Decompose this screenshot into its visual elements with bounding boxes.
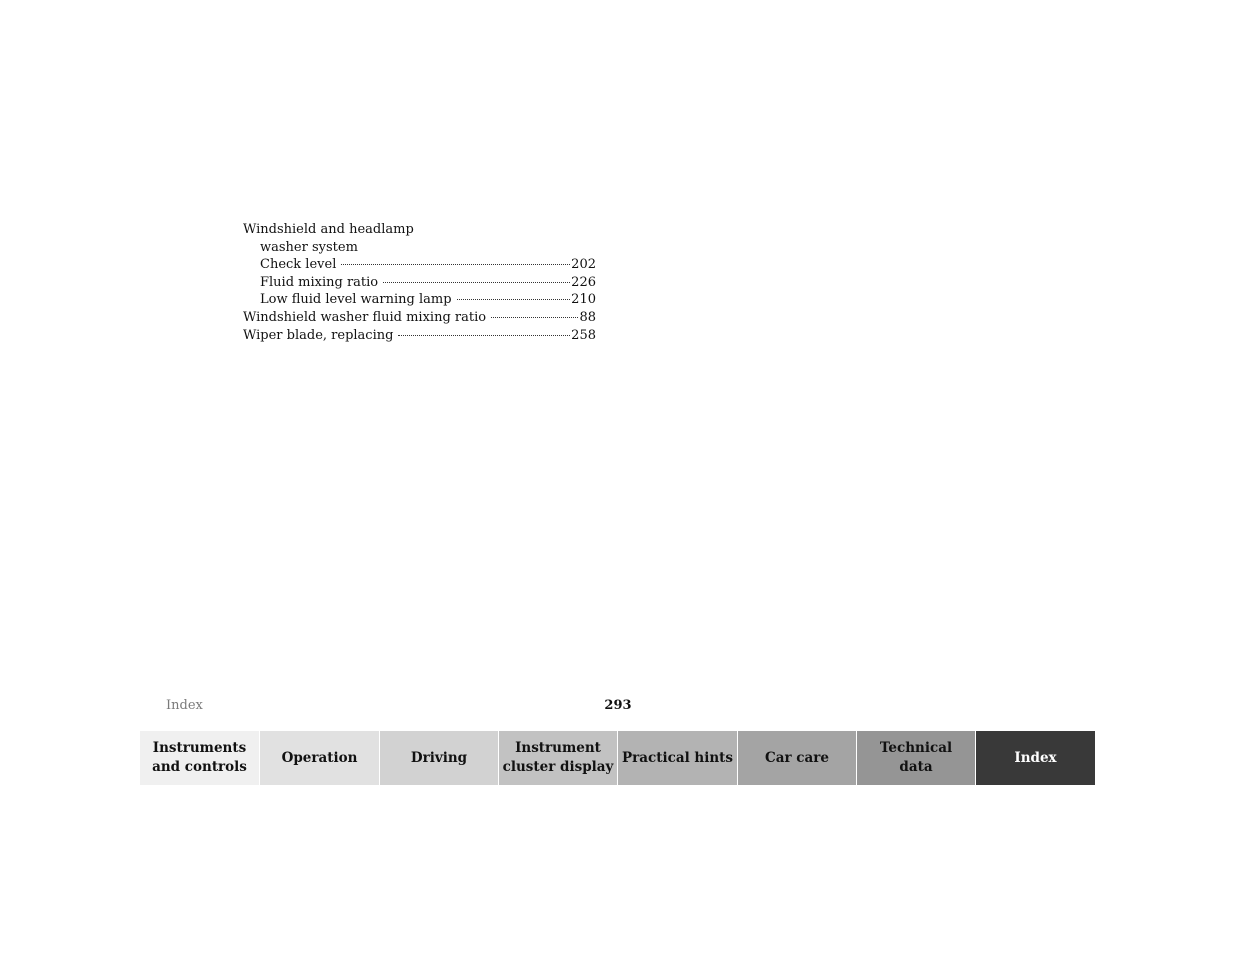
index-term: Check level (260, 257, 337, 273)
index-entry[interactable] (243, 291, 596, 309)
tab-driving[interactable]: Driving (380, 731, 499, 785)
dot-leader (383, 282, 570, 283)
dot-leader (491, 317, 578, 318)
index-page-ref[interactable]: 210 (571, 292, 596, 308)
index-term: Windshield and headlamp (243, 222, 414, 237)
index-page-ref[interactable]: 226 (571, 274, 596, 290)
index-term: washer system (260, 239, 358, 255)
index-entry[interactable] (243, 327, 596, 345)
tab-operation[interactable]: Operation (260, 731, 380, 785)
index-list (243, 221, 596, 344)
page-number: 293 (604, 698, 632, 713)
index-page-ref[interactable]: 202 (571, 257, 596, 273)
index-page-ref[interactable]: 258 (571, 327, 596, 343)
tab-index[interactable]: Index (976, 731, 1095, 785)
tab-instrument-cluster-display[interactable]: Instrument cluster display (499, 731, 618, 785)
tab-instruments-and-controls[interactable]: Instruments and controls (140, 731, 260, 785)
tab-practical-hints[interactable]: Practical hints (618, 731, 738, 785)
tab-technical-data[interactable]: Technical data (857, 731, 976, 785)
index-entry[interactable] (243, 309, 596, 327)
index-term: Low fluid level warning lamp (260, 292, 452, 308)
tab-car-care[interactable]: Car care (738, 731, 857, 785)
index-entry[interactable] (243, 256, 596, 274)
index-term: Windshield washer fluid mixing ratio (243, 309, 487, 325)
dot-leader (398, 335, 570, 336)
index-page-ref[interactable]: 88 (579, 309, 596, 325)
dot-leader (457, 299, 571, 300)
index-entry[interactable] (243, 239, 596, 257)
index-term: Wiper blade, replacing (243, 327, 394, 343)
index-term: Fluid mixing ratio (260, 274, 379, 290)
index-entry[interactable] (243, 221, 596, 239)
index-entry[interactable] (243, 274, 596, 292)
section-nav-bar (140, 731, 1095, 785)
section-label: Index (166, 698, 203, 713)
dot-leader (341, 264, 570, 265)
